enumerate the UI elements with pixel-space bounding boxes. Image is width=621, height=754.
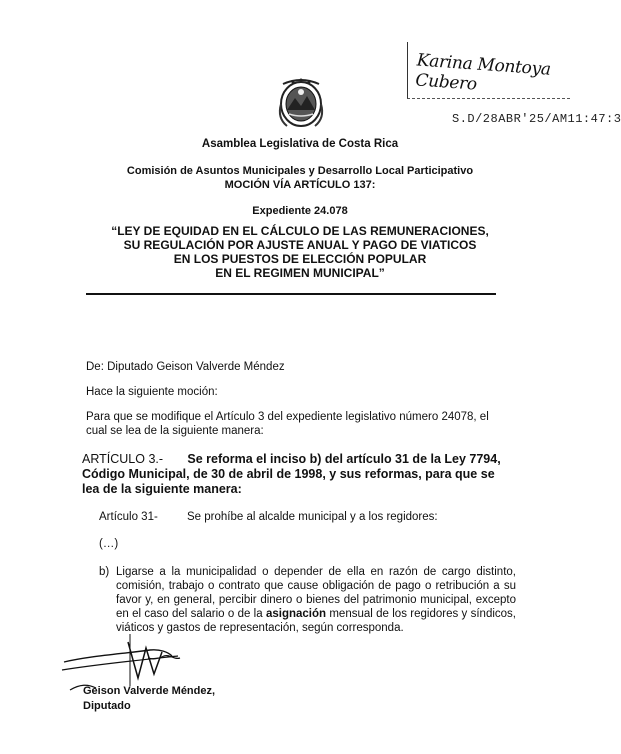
item-b-text [116, 565, 516, 635]
law-title-line: “LEY DE EQUIDAD EN EL CÁLCULO DE LAS REMUNERACIONES, [111, 224, 489, 238]
commission-name: Comisión de Asuntos Municipales y Desarrollo Local Participativo [126, 165, 474, 177]
institution-name: Asamblea Legislativa de Costa Rica [201, 138, 399, 150]
ellipsis: (…) [99, 538, 119, 550]
article-3 [82, 452, 512, 497]
stamp-handwritten-name: Karina Montoya Cubero [414, 50, 552, 95]
file-number: Expediente 24.078 [252, 205, 348, 217]
signer-name: Geison Valverde Méndez, [83, 685, 216, 697]
article-31-label: Artículo 31- [99, 511, 158, 523]
item-text-part: Ligarse a la municipalidad o depender de ella en razón de cargo distinto, comisión, trabajo o contrato que cause obligación de pago o retribución a su favor y, en general, percibir dinero o bienes del patrimonio municipal, excepto en el caso del salario o de la [116, 566, 516, 620]
article-31-text: Se prohíbe al alcalde municipal y a los regidores: [187, 511, 438, 523]
law-title-line: EN EL REGIMEN MUNICIPAL” [215, 266, 385, 280]
signer-role: Diputado [83, 700, 131, 712]
item-text-part: mensual de los regidores y síndicos, viáticos y gastos de representación, según corresponda. [116, 608, 516, 634]
stamp-date: S.D/28ABR'25/AM11:47:3 [452, 112, 621, 126]
costa-rica-seal-icon [273, 74, 329, 130]
law-title [0, 224, 600, 280]
motion-type: MOCIÓN VÍA ARTÍCULO 137: [224, 179, 376, 191]
divider-line [86, 293, 496, 295]
article-heading: ARTÍCULO 3.- [82, 452, 164, 466]
article-text: Se reforma el inciso b) del artículo 31 de la Ley 7794, Código Municipal, de 30 de abril de 1998, y sus reformas, para que se lea de la siguiente manera: [82, 452, 501, 496]
motion-from: De: Diputado Geison Valverde Méndez [86, 361, 285, 373]
law-title-line: EN LOS PUESTOS DE ELECCIÓN POPULAR [173, 252, 427, 266]
motion-intro: Hace la siguiente moción: [86, 386, 218, 398]
item-text-bold: asignación [265, 608, 327, 620]
item-label: b) [99, 566, 110, 578]
motion-paragraph: Para que se modifique el Artículo 3 del expediente legislativo número 24078, el cual se lea de la siguiente manera: [86, 411, 489, 437]
law-title-line: SU REGULACIÓN POR AJUSTE ANUAL Y PAGO DE VIATICOS [123, 238, 477, 252]
